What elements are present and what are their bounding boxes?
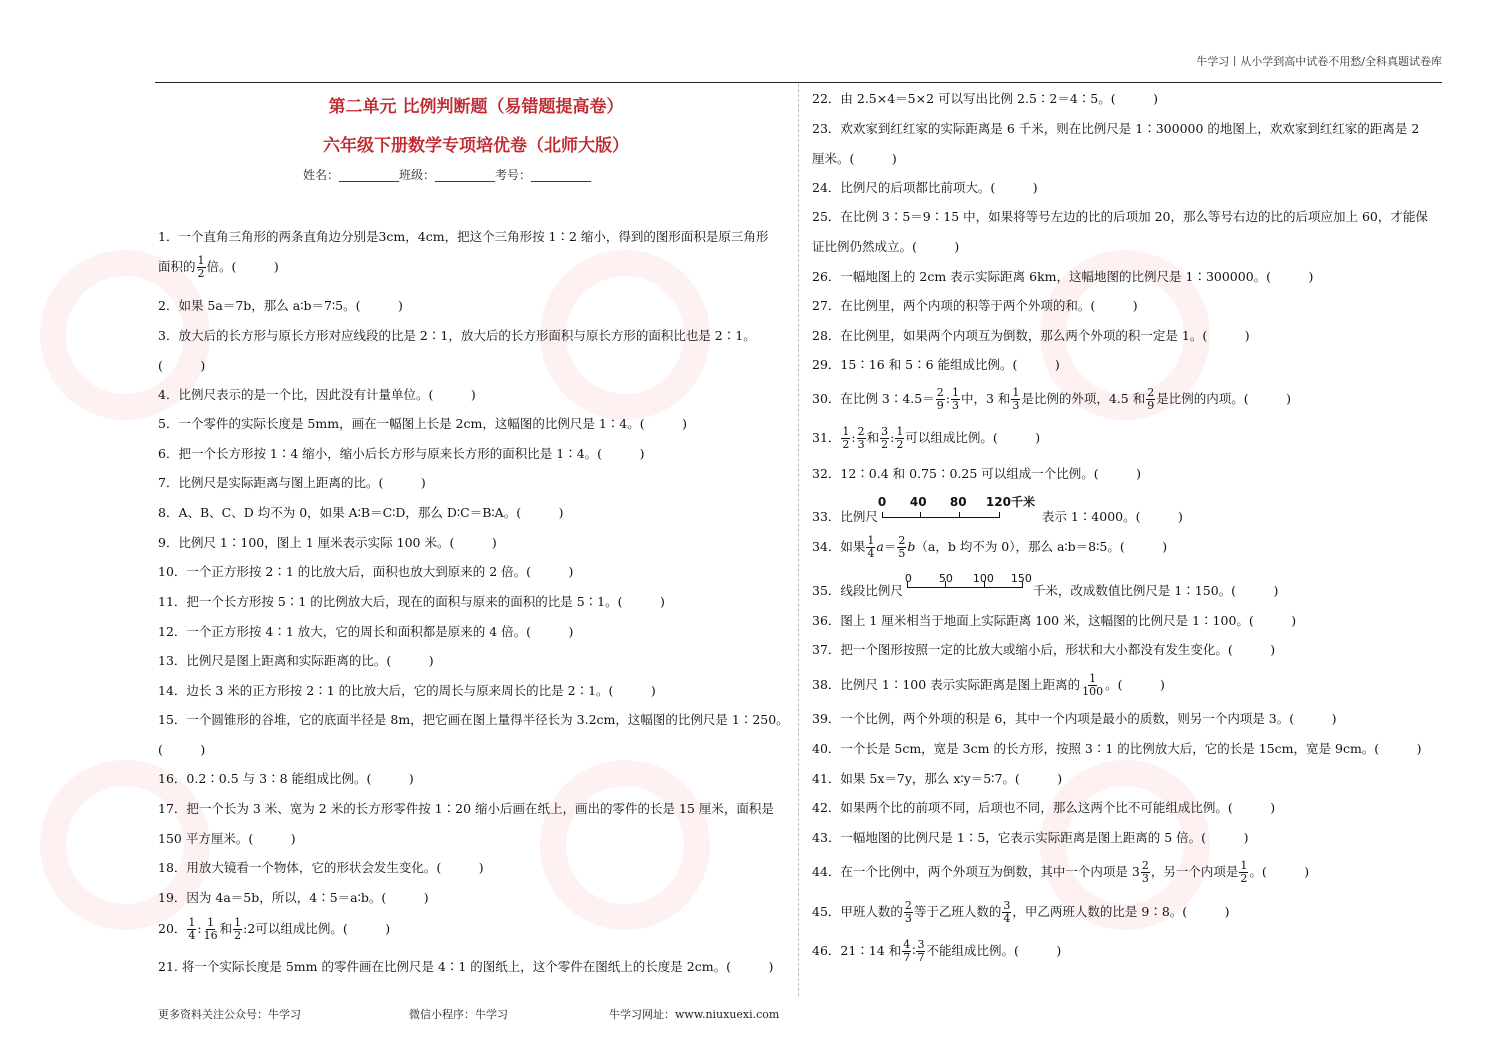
question-29: 29．15∶16 和 5∶6 能组成比例。( ) (812, 357, 1060, 372)
question-16: 16．0.2∶0.5 与 3∶8 能组成比例。( ) (158, 771, 414, 786)
question-37: 37．把一个图形按照一定的比放大或缩小后，形状和大小都没有发生变化。( ) (812, 642, 1276, 657)
question-31: 31． $\frac{1}{2}$ : $\frac{2}{3}$ 和 $\frac{3}{2}$ : $\frac{1}{2}$ 可以组成比例。( ) (812, 425, 1041, 451)
question-5: 5．一个零件的实际长度是 5mm，画在一幅图上长是 2cm，这幅图的比例尺是 1∶4。( ) (158, 416, 687, 431)
question-39: 39．一个比例，两个外项的积是 6，其中一个内项是最小的质数，则另一个内项是 3。( ) (812, 711, 1337, 726)
question-38: 38．比例尺 1∶100 表示实际距离是图上距离的 $\frac{1}{100}$ 。( ) (812, 672, 1165, 698)
student-info-line: 姓名：__________班级：__________考号：__________ (303, 168, 592, 182)
question-8: 8．A、B、C、D 均不为 0，如果 A∶B＝C∶D，那么 D∶C＝B∶A。( ) (158, 505, 564, 520)
line-scale-33: 0 40 80 120千米 (882, 503, 1038, 533)
question-45: 45．甲班人数的 $\frac{2}{3}$ 等于乙班人数的 $\frac{3}{4}$ ，甲乙两班人数的比是 9∶8。( ) (812, 899, 1230, 925)
column-divider (798, 84, 799, 996)
question-43: 43．一幅地图的比例尺是 1∶5，它表示实际距离是图上距离的 5 倍。( ) (812, 830, 1249, 845)
question-46: 46．21∶14 和 $\frac{4}{7}$ ∶ $\frac{3}{7}$ 不能组成比例。( ) (812, 938, 1062, 964)
question-19: 19．因为 4a＝5b，所以，4∶5＝a∶b。( ) (158, 890, 429, 905)
question-18: 18．用放大镜看一个物体，它的形状会发生变化。( ) (158, 860, 484, 875)
header-divider (155, 82, 1442, 83)
question-7: 7．比例尺是实际距离与图上距离的比。( ) (158, 475, 426, 490)
question-17: 17．把一个长为 3 米、宽为 2 米的长方形零件按 1∶20 缩小后画在纸上，画出的零件的长是 15 厘米，面积是 150 平方厘米。( ) (158, 801, 774, 846)
question-27: 27．在比例里，两个内项的积等于两个外项的和。( ) (812, 298, 1138, 313)
question-20: 20． $\frac{1}{4}$ : $\frac{1}{16}$ 和 $\frac{1}{2}$ :2可以组成比例。( ) (158, 916, 391, 942)
question-42: 42．如果两个比的前项不同，后项也不同，那么这两个比不可能组成比例。( ) (812, 800, 1276, 815)
question-28: 28．在比例里，如果两个内项互为倒数，那么两个外项的积一定是 1。( ) (812, 328, 1250, 343)
question-40: 40．一个长是 5cm，宽是 3cm 的长方形，按照 3∶1 的比例放大后，它的长是 15cm，宽是 9cm。( ) (812, 741, 1422, 756)
question-32: 32．12∶0.4 和 0.75∶0.25 可以组成一个比例。( ) (812, 466, 1142, 481)
question-24: 24．比例尺的后项都比前项大。( ) (812, 180, 1038, 195)
question-34: 34．如果 $\frac{1}{4}$ a＝ $\frac{2}{5}$ b（a，b 均不为 0），那么 a∶b＝8∶5。( ) (812, 534, 1168, 560)
question-14: 14．边长 3 米的正方形按 2∶1 的比放大后，它的周长与原来周长的比是 2∶1。( ) (158, 683, 656, 698)
question-44: 44．在一个比例中，两个外项互为倒数，其中一个内项是 3 $\frac{2}{3}$ ，另一个内项是 $\frac{1}{2}$ 。( ) (812, 859, 1310, 885)
question-3: 3．放大后的长方形与原长方形对应线段的比是 2∶1，放大后的长方形面积与原长方形的面积比也是 2∶1。 ( ) (158, 328, 756, 373)
question-10: 10．一个正方形按 2∶1 的比放大后，面积也放大到原来的 2 倍。( ) (158, 564, 574, 579)
question-15: 15．一个圆锥形的谷堆，它的底面半径是 8m，把它画在图上量得半径长为 3.2cm，这幅图的比例尺是 1∶250。 ( ) (158, 712, 789, 757)
question-41: 41．如果 5x＝7y，那么 x∶y＝5∶7。( ) (812, 771, 1063, 786)
question-33: 33．比例尺 0 40 80 120千米 表示 1∶4000。( ) (812, 502, 1446, 533)
page-subtitle: 六年级下册数学专项培优卷（北师大版） (323, 136, 629, 156)
footer-wechat-account: 更多资料关注公众号：牛学习 (158, 1008, 301, 1021)
page-header: 牛学习丨从小学到高中试卷不用愁/全科真题试卷库 (1196, 55, 1442, 68)
question-4: 4．比例尺表示的是一个比，因此没有计量单位。( ) (158, 387, 476, 402)
question-9: 9．比例尺 1∶100，图上 1 厘米表示实际 100 米。( ) (158, 535, 497, 550)
question-2: 2．如果 5a＝7b，那么 a∶b＝7∶5。( ) (158, 298, 403, 313)
footer-mini-program: 微信小程序：牛学习 (409, 1008, 508, 1021)
question-35: 35．线段比例尺 0 50 100 150 千米，改成数值比例尺是 1∶150。( ) (812, 576, 1446, 607)
question-6: 6．把一个长方形按 1∶4 缩小，缩小后长方形与原来长方形的面积比是 1∶4。( ) (158, 446, 645, 461)
page-title: 第二单元 比例判断题（易错题提高卷） (328, 97, 624, 117)
line-scale-35: 0 50 100 150 (907, 577, 1029, 607)
question-23: 23．欢欢家到红红家的实际距离是 6 千米，则在比例尺是 1∶300000 的地图上，欢欢家到红红家的距离是 2 厘米。( ) (812, 121, 1420, 166)
question-13: 13．比例尺是图上距离和实际距离的比。( ) (158, 653, 434, 668)
question-22: 22．由 2.5×4＝5×2 可以写出比例 2.5∶2＝4∶5。( ) (812, 91, 1159, 106)
question-25: 25．在比例 3∶5＝9∶15 中，如果将等号左边的比的后项加 20，那么等号右边的比的后项应加上 60，才能保 证比例仍然成立。( ) (812, 209, 1428, 254)
question-12: 12．一个正方形按 4∶1 放大，它的周长和面积都是原来的 4 倍。( ) (158, 624, 574, 639)
question-21: 21. 将一个实际长度是 5mm 的零件画在比例尺是 4∶1 的图纸上，这个零件在图纸上的长度是 2cm。( ) (158, 959, 774, 974)
question-26: 26．一幅地图上的 2cm 表示实际距离 6km，这幅地图的比例尺是 1∶300000。( ) (812, 269, 1314, 284)
footer-website[interactable]: 牛学习网址：www.niuxuexi.com (609, 1008, 780, 1021)
question-30: 30．在比例 3∶4.5＝ $\frac{2}{9}$ : $\frac{1}{3}$ 中，3 和 $\frac{1}{3}$ 是比例的外项，4.5 和 $\frac{2}{9}$ 是比例的内项。( ) (812, 386, 1291, 412)
question-11: 11．把一个长方形按 5∶1 的比例放大后，现在的面积与原来的面积的比是 5∶1。( ) (158, 594, 665, 609)
question-1: 1．一个直角三角形的两条直角边分别是3cm，4cm，把这个三角形按 1∶2 缩小，得到的图形面积是原三角形 面积的 $\frac{1}{2}$ 倍。( ) (158, 229, 769, 280)
question-36: 36．图上 1 厘米相当于地面上实际距离 100 米，这幅图的比例尺是 1∶100。( ) (812, 613, 1297, 628)
